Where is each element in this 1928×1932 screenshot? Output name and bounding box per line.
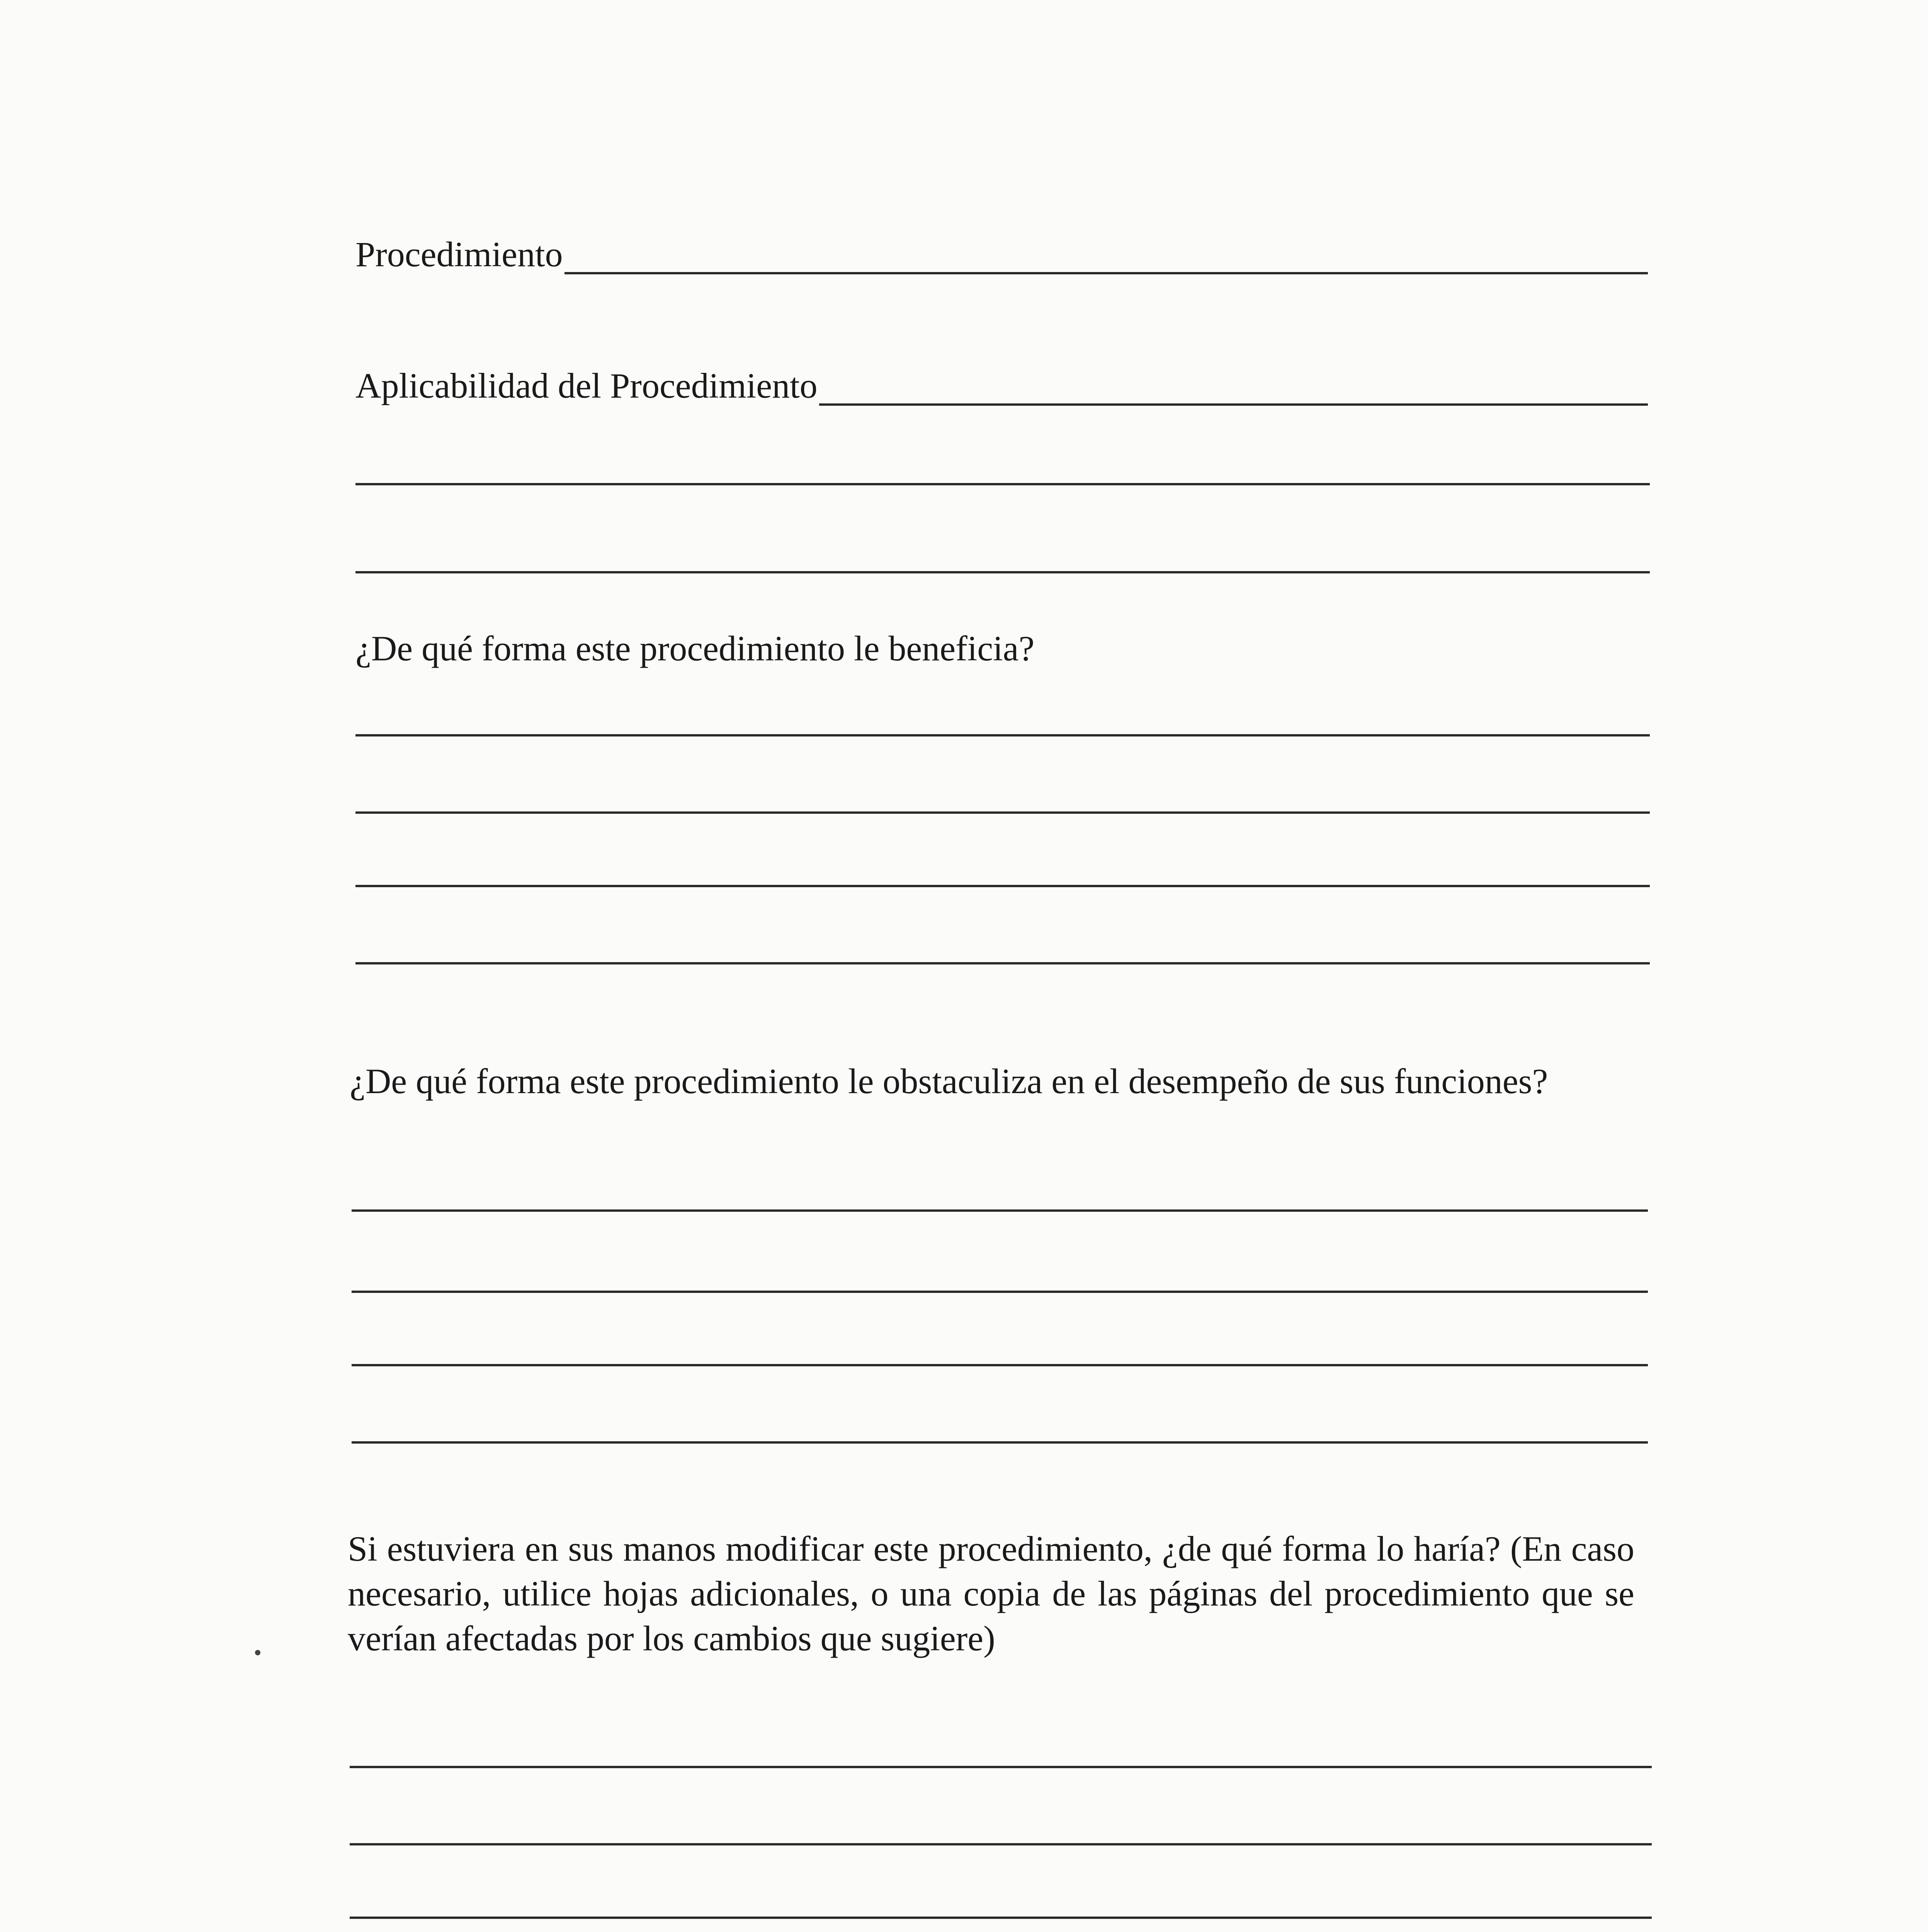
question-obstaculo: ¿De qué forma este procedimiento le obstaculiza en el desempeño de sus funciones? — [350, 1061, 1548, 1101]
obstaculo-answer-line[interactable] — [352, 1364, 1648, 1366]
modificar-answer-line[interactable] — [350, 1917, 1652, 1919]
obstaculo-answer-line[interactable] — [352, 1209, 1648, 1212]
obstaculo-answer-line[interactable] — [352, 1441, 1648, 1444]
aplicabilidad-answer-line[interactable] — [355, 483, 1650, 485]
procedimiento-input-line[interactable] — [564, 272, 1648, 274]
procedimiento-field[interactable] — [355, 228, 1648, 274]
beneficio-answer-line[interactable] — [355, 811, 1650, 814]
scan-speck — [255, 1650, 260, 1655]
beneficio-answer-line[interactable] — [355, 885, 1650, 887]
obstaculo-answer-line[interactable] — [352, 1291, 1648, 1293]
aplicabilidad-label: Aplicabilidad del Procedimiento — [355, 366, 818, 405]
beneficio-answer-line[interactable] — [355, 962, 1650, 964]
beneficio-answer-line[interactable] — [355, 734, 1650, 736]
aplicabilidad-field[interactable] — [355, 359, 1648, 406]
aplicabilidad-input-line[interactable] — [819, 403, 1648, 406]
question-beneficio: ¿De qué forma este procedimiento le beneficia? — [355, 629, 1035, 668]
modificar-answer-line[interactable] — [350, 1843, 1652, 1845]
aplicabilidad-answer-line[interactable] — [355, 571, 1650, 573]
modificar-answer-line[interactable] — [350, 1766, 1652, 1768]
question-modificar: Si estuviera en sus manos modificar este procedimiento, ¿de qué forma lo haría? (En caso necesario, utilice hojas adicionales, o una copia de las páginas del procedimiento que se verían afectadas por los cambios que sugiere) — [348, 1529, 1634, 1658]
procedimiento-label: Procedimiento — [355, 235, 563, 274]
